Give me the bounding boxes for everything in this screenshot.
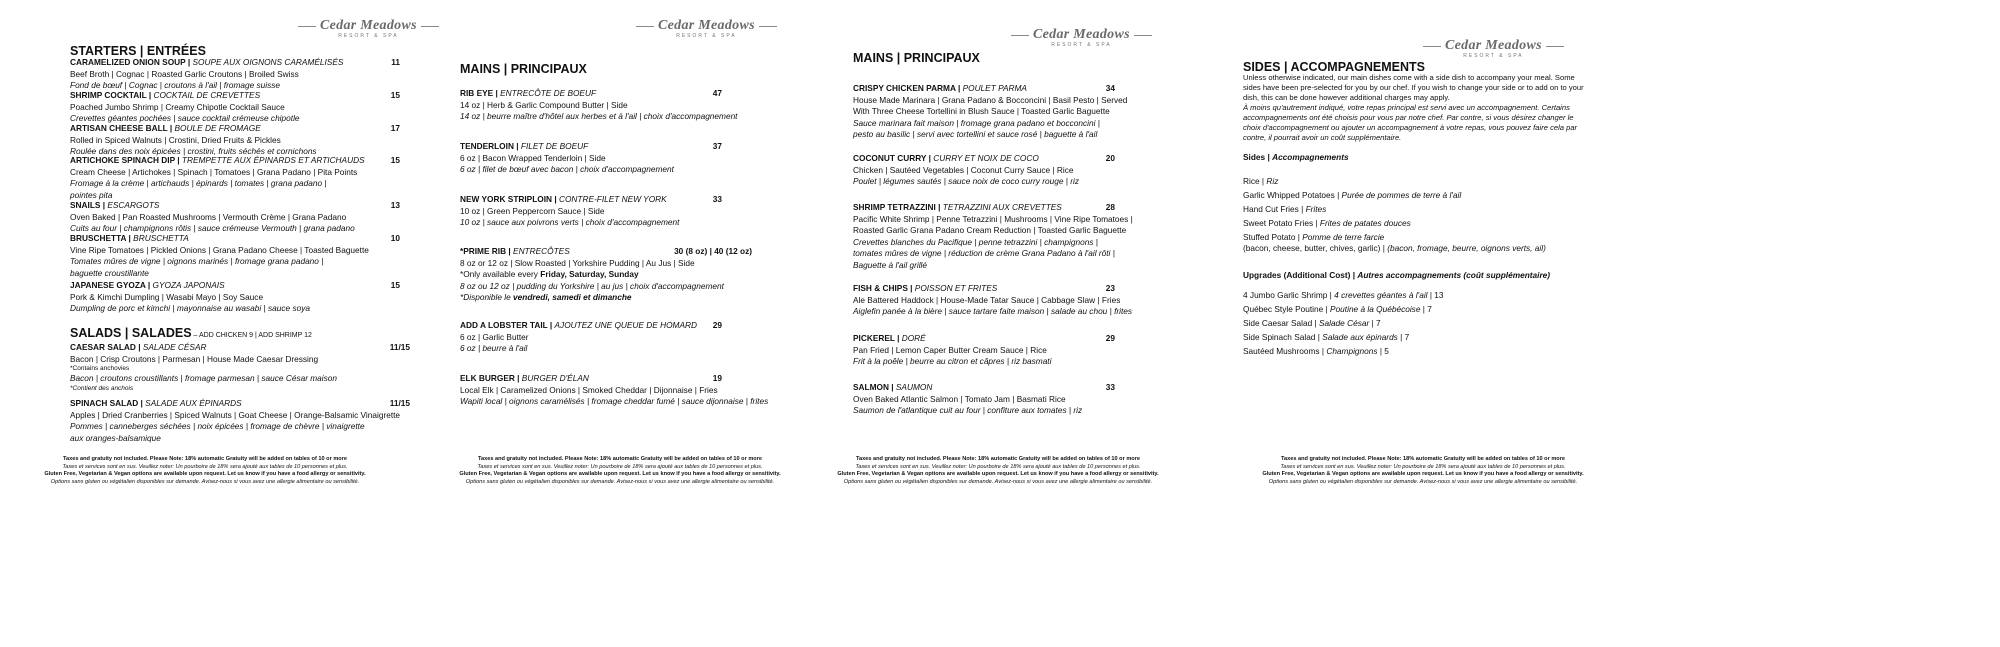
item-description-fr: Aiglefin panée à la bière | sauce tartare faite maison | salade au chou | frites	[853, 306, 1133, 317]
item-name-fr: CONTRE-FILET NEW YORK	[558, 194, 667, 204]
item-description: Beef Broth | Cognac | Roasted Garlic Croutons | Broiled Swiss	[70, 68, 299, 79]
item-description-fr: Tomates mûres de vigne | oignons marinés | fromage grana padano | baguette croustillante	[70, 256, 324, 278]
brand-logo	[1423, 38, 1564, 59]
item-allergen-note-fr: *Contient des anchois	[70, 384, 134, 392]
item-description-fr: 8 oz ou 12 oz | pudding du Yorkshire | au jus | choix d'accompagnement	[460, 280, 724, 291]
item-description: Ale Battered Haddock | House-Made Tatar Sauce | Cabbage Slaw | Fries	[853, 294, 1121, 305]
item-description: Pacific White Shrimp | Penne Tetrazzini | Mushrooms | Vine Ripe Tomatoes |	[853, 213, 1133, 224]
brand-name: Cedar Meadows	[636, 18, 777, 34]
sides-intro	[1243, 73, 1593, 143]
item-name: SHRIMP COCKTAIL |	[70, 90, 154, 100]
item-description: 6 oz | Garlic Butter	[460, 331, 529, 342]
item-price: 13	[390, 200, 400, 210]
item-name: ADD A LOBSTER TAIL |	[460, 320, 555, 330]
item-price: 11/15	[389, 342, 410, 352]
item-description: 14 oz | Herb & Garlic Compound Butter | Side	[460, 99, 628, 110]
menu-item	[853, 283, 1133, 318]
upgrade-item: Side Caesar Salad | Salade César | 7	[1243, 318, 1381, 328]
item-description: Pan Fried | Lemon Caper Butter Cream Sauce | Rice	[853, 344, 1047, 355]
item-name: SNAILS |	[70, 200, 108, 210]
sides-intro-en: Unless otherwise indicated, our main dishes come with a side dish to accompany your meal. Some sides have been pre-selected for you by our chef. If you wish to change your side or to add on to your dish, this can be done however additional charges may apply.	[1243, 73, 1584, 102]
brand-logo	[1011, 27, 1152, 48]
item-description-fr: 14 oz | beurre maître d'hôtel aux herbes et à l'ail | choix d'accompagnement	[460, 111, 738, 122]
item-price: 33	[712, 194, 722, 204]
item-name-fr: ESCARGOTS	[107, 200, 160, 210]
menu-item	[460, 194, 722, 229]
item-description: Vine Ripe Tomatoes | Pickled Onions | Grana Padano Cheese | Toasted Baguette	[70, 244, 369, 255]
item-name-fr: ENTRECÔTE DE BOEUF	[500, 88, 597, 98]
item-name: COCONUT CURRY |	[853, 153, 934, 163]
menu-item	[70, 233, 400, 279]
menu-item	[853, 382, 1115, 417]
side-item: Sweet Potato Fries | Frites de patates douces	[1243, 218, 1411, 228]
item-name: SPINACH SALAD |	[70, 398, 146, 408]
menu-item	[70, 123, 400, 158]
item-allergen-note: *Contains anchovies	[70, 365, 130, 373]
item-name: CRISPY CHICKEN PARMA |	[853, 83, 963, 93]
item-description: Pork & Kimchi Dumpling | Wasabi Mayo | Soy Sauce	[70, 291, 264, 302]
item-description-fr: Dumpling de porc et kimchi | mayonnaise au wasabi | sauce soya	[70, 303, 310, 314]
item-price: 29	[1105, 333, 1115, 343]
starters-title: STARTERS | ENTRÉES	[70, 44, 206, 58]
mains-title: MAINS | PRINCIPAUX	[853, 51, 980, 65]
menu-item	[70, 398, 410, 444]
upgrade-item: Side Spinach Salad | Salade aux épinards | 7	[1243, 332, 1410, 342]
menu-item	[70, 90, 400, 125]
item-name-fr: AJOUTEZ UNE QUEUE DE HOMARD	[554, 320, 697, 330]
item-description: Chicken | Sautéed Vegetables | Coconut Curry Sauce | Rice	[853, 164, 1074, 175]
item-name: FISH & CHIPS |	[853, 283, 915, 293]
item-price: 37	[712, 141, 722, 151]
item-description-fr: Frit à la poêle | beurre au citron et câpres | riz basmati	[853, 356, 1052, 367]
menu-page-sides	[1243, 0, 1643, 647]
menu-page-mains-2	[837, 0, 1273, 647]
item-price: 11/15	[389, 398, 410, 408]
item-description-fr: 6 oz | filet de bœuf avec bacon | choix d'accompagnement	[460, 164, 674, 175]
item-description: Local Elk | Caramelized Onions | Smoked Cheddar | Dijonnaise | Fries	[460, 384, 718, 395]
item-description: Cream Cheese | Artichokes | Spinach | Tomatoes | Grana Padano | Pita Points	[70, 166, 358, 177]
item-description-cont: With Three Cheese Tortellini in Blush Sauce | Toasted Garlic Baguette	[853, 106, 1110, 117]
item-name: SALMON |	[853, 382, 896, 392]
brand-name: Cedar Meadows	[1423, 38, 1564, 54]
item-price: 11	[391, 57, 400, 67]
item-name: BRUSCHETTA |	[70, 233, 134, 243]
item-availability: *Only available every Friday, Saturday, Sunday	[460, 269, 639, 280]
item-name: NEW YORK STRIPLOIN |	[460, 194, 559, 204]
item-description-fr: Cuits au four | champignons rôtis | sauce crémeuse Vermouth | grana padano	[70, 223, 355, 234]
item-description: Bacon | Crisp Croutons | Parmesan | House Made Caesar Dressing	[70, 353, 319, 364]
salads-title: SALADS | SALADES – ADD CHICKEN 9 | ADD SHRIMP 12	[70, 326, 312, 340]
sides-heading: Sides | Accompagnements	[1243, 152, 1349, 162]
menu-item	[70, 342, 410, 393]
menu-item	[460, 373, 769, 408]
menu-footer: Taxes and gratuity not included. Please Note: 18% automatic Gratuity will be added on tables of 10 or more Taxes et services sont en sus. Veuillez noter: Un pourboire de 18% sera ajouté aux tables de 10 personnes et plus. Gluten Free, Vegetarian & Vegan options are available upon request. Let us know if you have a food allergy or sensitivity. Options sans gluten ou végétalien disponibles sur demande. Avisez-nous si vous avez une allergie alimentaire ou sensibilité.	[459, 456, 781, 485]
item-description: Oven Baked | Pan Roasted Mushrooms | Vermouth Crème | Grana Padano	[70, 211, 347, 222]
item-description-fr: Wapiti local | oignons caramélisés | fromage cheddar fumé | sauce dijonnaise | frites	[460, 396, 769, 407]
brand-tagline: RESORT & SPA	[1051, 42, 1112, 48]
item-name-fr: POULET PARMA	[962, 83, 1027, 93]
item-price: 20	[1105, 153, 1115, 163]
menu-footer: Taxes and gratuity not included. Please Note: 18% automatic Gratuity will be added on tables of 10 or more Taxes et services sont en sus. Veuillez noter: Un pourboire de 18% sera ajouté aux tables de 10 personnes et plus. Gluten Free, Vegetarian & Vegan options are available upon request. Let us know if you have a food allergy or sensitivity. Options sans gluten ou végétalien disponibles sur demande. Avisez-nous si vous avez une allergie alimentaire ou sensibilité.	[44, 456, 366, 485]
item-description-fr: Bacon | croutons croustillants | fromage parmesan | sauce César maison	[70, 373, 338, 384]
item-name: CAESAR SALAD |	[70, 342, 143, 352]
item-description: House Made Marinara | Grana Padano & Bocconcini | Basil Pesto | Served	[853, 94, 1128, 105]
brand-tagline: RESORT & SPA	[338, 33, 399, 39]
item-price: 17	[390, 123, 400, 133]
sides-title: SIDES | ACCOMPAGNEMENTS	[1243, 60, 1425, 74]
item-price: 30 (8 oz) | 40 (12 oz)	[674, 246, 752, 256]
item-name-fr: COCKTAIL DE CREVETTES	[153, 90, 261, 100]
item-name-fr: BURGER D'ÉLAN	[521, 373, 589, 383]
sides-intro-fr: À moins qu'autrement indiqué, votre repas principal est servi avec un accompagnement. Certains accompagnements ont été choisis pour vous par notre chef. Par contre, si vous désirez changer le choix d'accompagnement ou ajouter un accompagnement à votre repas, vous pouvez faire cela par contre, il pourrait avoir un coût supplémentaire.	[1243, 103, 1578, 142]
brand-name: Cedar Meadows	[1011, 27, 1152, 43]
item-name-fr: TETRAZZINI AUX CREVETTES	[942, 202, 1062, 212]
side-item: Hand Cut Fries | Frites	[1243, 204, 1327, 214]
menu-item	[460, 320, 722, 355]
item-name-fr: SAUMON	[895, 382, 933, 392]
menu-footer: Taxes and gratuity not included. Please Note: 18% automatic Gratuity will be added on tables of 10 or more Taxes et services sont en sus. Veuillez noter: Un pourboire de 18% sera ajouté aux tables de 10 personnes et plus. Gluten Free, Vegetarian & Vegan options are available upon request. Let us know if you have a food allergy or sensitivity. Options sans gluten ou végétalien disponibles sur demande. Avisez-nous si vous avez une allergie alimentaire ou sensibilité.	[837, 456, 1159, 485]
item-price: 10	[390, 233, 400, 243]
item-price: 34	[1105, 83, 1115, 93]
item-price: 33	[1105, 382, 1115, 392]
item-name-fr: SALADE CÉSAR	[142, 342, 207, 352]
item-description-fr: 10 oz | sauce aux poivrons verts | choix d'accompagnement	[460, 217, 680, 228]
item-name: ARTISAN CHEESE BALL |	[70, 123, 175, 133]
item-name-fr: FILET DE BOEUF	[520, 141, 589, 151]
menu-item	[853, 333, 1115, 368]
item-name: RIB EYE |	[460, 88, 501, 98]
item-name-fr: TREMPETTE AUX ÉPINARDS ET ARTICHAUDS	[181, 155, 365, 165]
item-price: 29	[712, 320, 722, 330]
item-description-fr: Sauce marinara fait maison | fromage grana padano et bocconcini | pesto au basilic | servi avec tortellini et sauce rosé | baguette à l'ail	[853, 117, 1100, 140]
menu-item	[70, 200, 400, 235]
menu-item-prime-rib	[460, 246, 752, 304]
menu-item	[853, 202, 1133, 272]
item-name: SHRIMP TETRAZZINI |	[853, 202, 943, 212]
item-description-fr: Fromage à la crème | artichauds | épinards | tomates | grana padano | pointes pita	[70, 178, 327, 200]
item-price: 23	[1105, 283, 1115, 293]
menu-item	[460, 141, 722, 176]
item-name-fr: BOULE DE FROMAGE	[174, 123, 261, 133]
menu-item	[853, 83, 1128, 141]
item-price: 47	[712, 88, 722, 98]
salads-add-note: – ADD CHICKEN 9 | ADD SHRIMP 12	[191, 332, 312, 339]
side-item: Garlic Whipped Potatoes | Purée de pommes de terre à l'ail	[1243, 190, 1462, 200]
item-name: PICKEREL |	[853, 333, 902, 343]
upgrade-item: Québec Style Poutine | Poutine à la Québécoise | 7	[1243, 304, 1432, 314]
item-description-fr: Fond de bœuf | Cognac | croutons à l'ail | fromage suisse	[70, 80, 281, 91]
upgrade-item: Sautéed Mushrooms | Champignons | 5	[1243, 346, 1389, 356]
item-description: Apples | Dried Cranberries | Spiced Walnuts | Goat Cheese | Orange-Balsamic Vinaigrette	[70, 409, 401, 420]
mains-title: MAINS | PRINCIPAUX	[460, 62, 587, 76]
menu-page-mains-1	[460, 0, 880, 647]
item-name: TENDERLOIN |	[460, 141, 521, 151]
item-name: ELK BURGER |	[460, 373, 522, 383]
item-description: 6 oz | Bacon Wrapped Tenderloin | Side	[460, 152, 606, 163]
item-name-fr: CURRY ET NOIX DE COCO	[933, 153, 1039, 163]
side-item-stuffed-potato: Stuffed Potato | Pomme de terre farcie (bacon, cheese, butter, chives, garlic) | (bacon, fromage, beurre, oignons verts, ail)	[1243, 232, 1546, 253]
item-description: Poached Jumbo Shrimp | Creamy Chipotle Cocktail Sauce	[70, 101, 285, 112]
item-name-fr: SALADE AUX ÉPINARDS	[145, 398, 242, 408]
brand-tagline: RESORT & SPA	[676, 33, 737, 39]
item-description: 8 oz or 12 oz | Slow Roasted | Yorkshire Pudding | Au Jus | Side	[460, 257, 695, 268]
item-description-fr: Roulée dans des noix épicées | crostini, fruits séchés et cornichons	[70, 146, 317, 157]
item-name-fr: BRUSCHETTA	[133, 233, 189, 243]
item-name: *PRIME RIB |	[460, 246, 514, 256]
item-name: CARAMELIZED ONION SOUP |	[70, 57, 193, 67]
menu-item	[70, 155, 400, 201]
side-item: Rice | Riz	[1243, 176, 1279, 186]
item-description: 10 oz | Green Peppercorn Sauce | Side	[460, 205, 605, 216]
item-name: ARTICHOKE SPINACH DIP |	[70, 155, 182, 165]
item-description-fr: Crevettes blanches du Pacifique | penne tetrazzini | champignons | tomates mûres de vigne | réduction de crème Grana Padano à l'ail rôti | Baguette à l'ail grillé	[853, 236, 1115, 270]
item-description-cont: Roasted Garlic Grana Padano Cream Reduction | Toasted Garlic Baguette	[853, 225, 1127, 236]
item-price: 19	[712, 373, 722, 383]
item-name-fr: DORÉ	[901, 333, 926, 343]
brand-name: Cedar Meadows	[298, 18, 439, 34]
item-name-fr: ENTRECÔTES	[513, 246, 570, 256]
item-name-fr: GYOZA JAPONAIS	[152, 280, 225, 290]
item-price: 15	[390, 155, 400, 165]
item-description-fr: Pommes | canneberges séchées | noix épicées | fromage de chèvre | vinaigrette aux oranges-balsamique	[70, 421, 365, 443]
item-description-fr: Poulet | légumes sautés | sauce noix de coco curry rouge | riz	[853, 176, 1079, 187]
item-name-fr: SOUPE AUX OIGNONS CARAMÉLISÉS	[192, 57, 344, 67]
item-price: 28	[1105, 202, 1115, 212]
upgrade-item: 4 Jumbo Garlic Shrimp | 4 crevettes géantes à l'ail | 13	[1243, 290, 1444, 300]
item-name: JAPANESE GYOZA |	[70, 280, 153, 290]
menu-item	[853, 153, 1115, 188]
menu-item	[70, 57, 400, 92]
item-price: 15	[390, 90, 400, 100]
item-price: 15	[390, 280, 400, 290]
item-name-fr: POISSON ET FRITES	[914, 283, 998, 293]
item-description: Oven Baked Atlantic Salmon | Tomato Jam | Basmati Rice	[853, 393, 1066, 404]
item-description: Rolled in Spiced Walnuts | Crostini, Dried Fruits & Pickles	[70, 134, 281, 145]
menu-footer: Taxes and gratuity not included. Please Note: 18% automatic Gratuity will be added on tables of 10 or more Taxes et services sont en sus. Veuillez noter: Un pourboire de 18% sera ajouté aux tables de 10 personnes et plus. Gluten Free, Vegetarian & Vegan options are available upon request. Let us know if you have a food allergy or sensitivity. Options sans gluten ou végétalien disponibles sur demande. Avisez-nous si vous avez une allergie alimentaire ou sensibilité.	[1262, 456, 1584, 485]
menu-page-starters	[44, 0, 490, 647]
brand-logo	[636, 18, 777, 39]
menu-item	[460, 88, 738, 123]
brand-logo	[298, 18, 439, 39]
item-description-fr: Crevettes géantes pochées | sauce cocktail crémeuse chipotle	[70, 113, 300, 124]
item-availability-fr: *Disponible le vendredi, samedi et dimanche	[460, 292, 632, 303]
item-description-fr: Saumon de l'atlantique cuit au four | confiture aux tomates | riz	[853, 405, 1083, 416]
item-description-fr: 6 oz | beurre à l'ail	[460, 343, 528, 354]
upgrades-heading: Upgrades (Additional Cost) | Autres accompagnements (coût supplémentaire)	[1243, 270, 1551, 280]
brand-tagline: RESORT & SPA	[1463, 53, 1524, 59]
menu-item	[70, 280, 400, 315]
